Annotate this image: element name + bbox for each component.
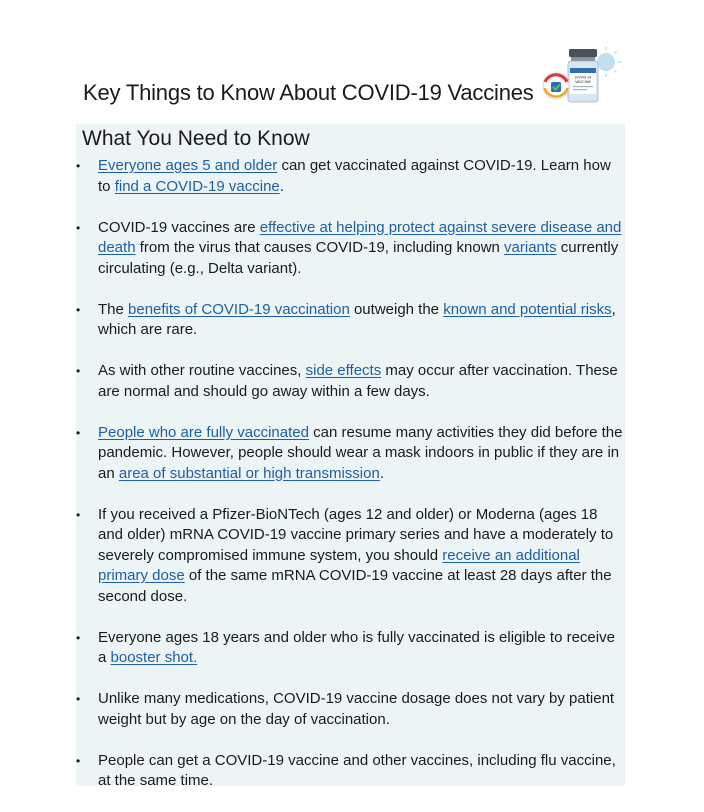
fact-link[interactable]: receive an additional primary dose <box>98 546 580 584</box>
page-title: Key Things to Know About COVID-19 Vaccines <box>83 80 534 105</box>
fact-text: Everyone ages 18 years and older who is fully vaccinated is eligible to receive a <box>98 628 615 666</box>
vial-label-bottom: VACCINE <box>575 80 591 84</box>
fact-text: of the same mRNA COVID-19 vaccine at least 28 days after the second dose. <box>98 567 612 605</box>
list-item <box>76 423 625 485</box>
list-item <box>76 751 625 792</box>
fact-text: Unlike many medications, COVID-19 vaccine dosage does not vary by patient weight but by age on the day of vaccination. <box>98 690 615 728</box>
fact-text: If you received a Pfizer-BioNTech (ages 12 and older) or Moderna (ages 18 and older) mRNA COVID-19 vaccine primary series and have a moderately to severely compromised immune system, you should <box>98 505 614 564</box>
fact-text: . <box>379 464 385 482</box>
facts-list <box>76 156 625 812</box>
fact-text: can resume many activities they did before the pandemic. However, people should wear a mask indoors in public if they are in an <box>98 423 623 482</box>
fact-link[interactable]: Everyone ages 5 and older <box>98 157 278 174</box>
badge-icon <box>543 73 569 99</box>
fact-link[interactable]: booster shot. <box>110 649 198 666</box>
list-item <box>76 300 625 341</box>
fact-text: The <box>98 300 129 318</box>
fact-link[interactable]: side effects <box>305 362 382 379</box>
fact-link[interactable]: effective at helping protect against severe disease and death <box>98 218 622 256</box>
fact-text: may occur after vaccination. These are normal and should go away within a few days. <box>98 362 618 400</box>
list-item <box>76 628 625 669</box>
list-item <box>76 505 625 608</box>
fact-text: As with other routine vaccines, <box>98 362 306 379</box>
fact-link[interactable]: known and potential risks <box>443 300 612 318</box>
fact-text: COVID-19 vaccines are <box>98 218 260 236</box>
fact-text: , which are rare. <box>98 300 616 338</box>
key-facts-panel <box>76 124 625 789</box>
fact-text: can get vaccinated against COVID-19. Learn how to <box>98 157 611 195</box>
list-item <box>76 218 625 280</box>
list-item <box>76 689 625 730</box>
fact-text: People can get a COVID-19 vaccine and other vaccines, including flu vaccine, at the same time. <box>98 751 616 789</box>
fact-link[interactable]: benefits of COVID-19 vaccination <box>128 300 350 318</box>
fact-link[interactable]: People who are fully vaccinated <box>98 423 309 441</box>
fact-text: from the virus that causes COVID-19, including known <box>135 239 505 256</box>
fact-link[interactable]: variants <box>504 239 557 256</box>
fact-link[interactable]: area of substantial or high transmission <box>118 464 380 482</box>
section-heading: What You Need to Know <box>82 127 310 150</box>
list-item <box>76 361 625 402</box>
vial-label-top: COVID-19 <box>574 75 592 80</box>
fact-text: currently circulating (e.g., Delta variant). <box>98 239 619 277</box>
vaccine-vial-icon <box>540 46 622 104</box>
fact-link[interactable]: find a COVID-19 vaccine <box>114 177 280 195</box>
list-item <box>76 156 625 197</box>
fact-text: . <box>279 177 284 195</box>
fact-text: outweigh the <box>349 300 444 318</box>
